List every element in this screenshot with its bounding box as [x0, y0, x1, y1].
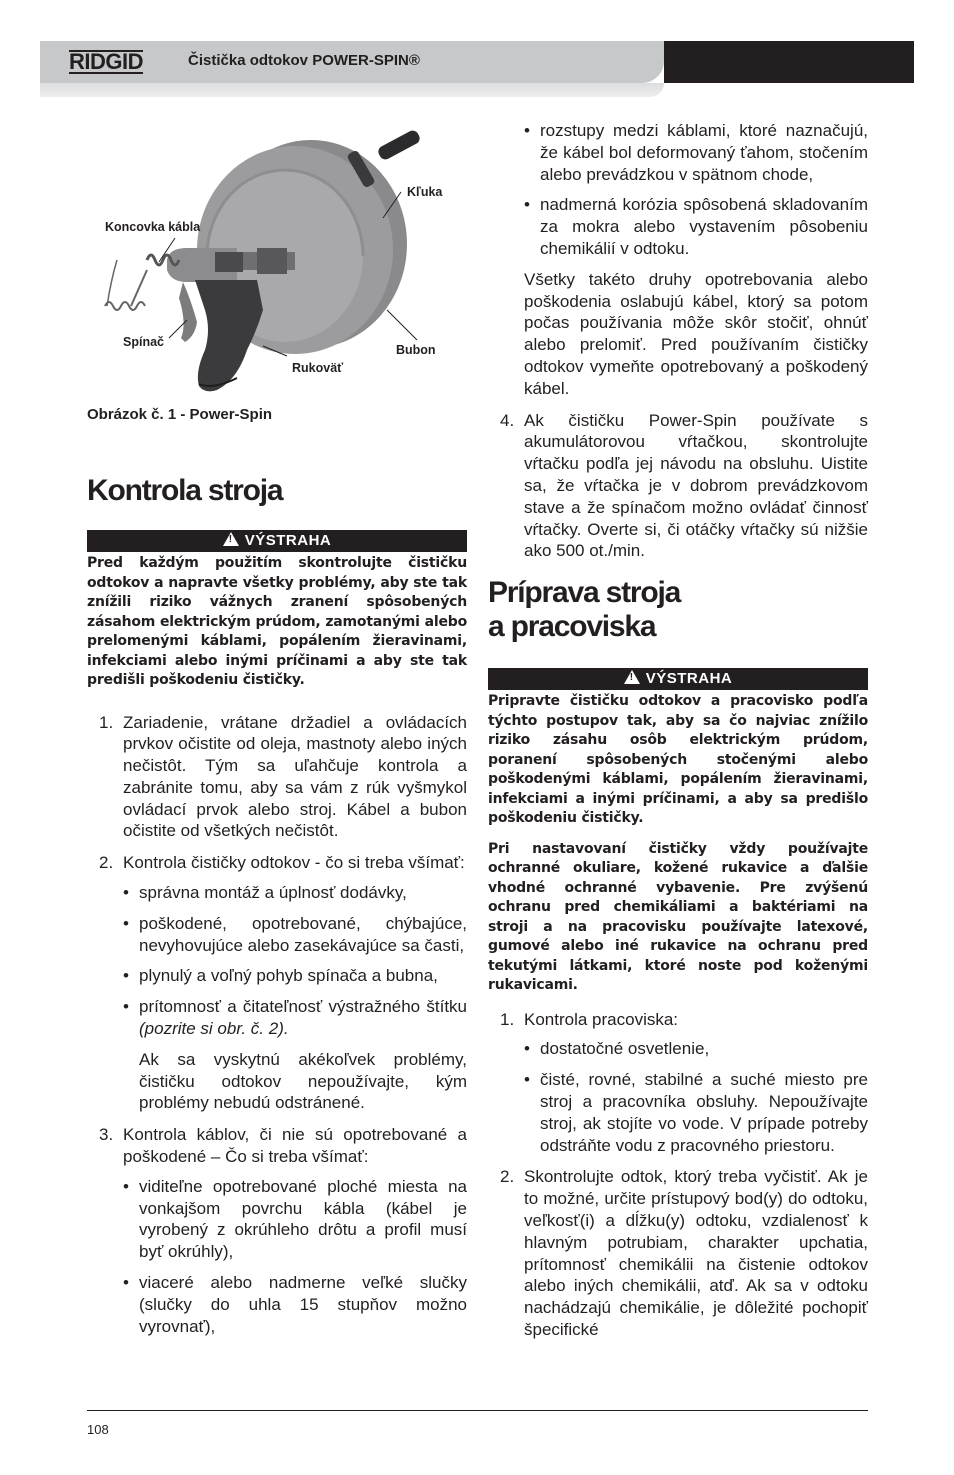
list-item: [488, 1166, 868, 1340]
bullet-item: • poškodené, opotrebované, chýbajúce, nevyhovujúce alebo zasekávajúce sa časti,: [123, 913, 467, 957]
header-shadow: [40, 83, 664, 97]
footer-rule: [87, 1410, 868, 1411]
item-number: 1.: [99, 712, 114, 732]
right-column: [488, 120, 868, 1351]
bullet-list-continued: [524, 120, 868, 260]
item-number: 4.: [500, 410, 515, 430]
label-trigger: Spínač: [123, 335, 164, 349]
inspection-list-continued: [488, 410, 868, 563]
bullet-text: prítomnosť a čitateľnosť výstražného štítku: [139, 997, 467, 1017]
item-number: 1.: [500, 1009, 515, 1029]
item-number: 3.: [99, 1125, 114, 1145]
item-number: 2.: [500, 1167, 515, 1187]
label-handle: Rukoväť: [292, 361, 344, 375]
header-black-band: [664, 41, 914, 83]
bullet-item: • rozstupy medzi káblami, ktoré naznačujú, že kábel bol deformovaný ťahom, stočením alebo prevádzkou v spätnom chode,: [524, 120, 868, 185]
page-header: [40, 41, 914, 83]
item-note: Ak sa vyskytnú akékoľvek problémy, čističku odtokov nepoužívajte, kým problémy nebudú odstránené.: [139, 1049, 467, 1113]
list-item: [488, 410, 868, 563]
label-drum: Bubon: [396, 343, 436, 357]
list-item: [488, 1009, 868, 1157]
section-title-line2: a pracoviska: [488, 610, 656, 644]
page-number: 108: [87, 1422, 109, 1437]
item-text: Zariadenie, vrátane držadiel a ovládacích prvkov očistite od oleja, mastnoty alebo iných nečistôt. Tým sa uľahčuje kontrola a zabránite tomu, aby sa vám z rúk vyšmykol ovládací prvok alebo stroj. Kábel a bubon očistite od všetkých nečistôt.: [123, 712, 467, 841]
item-text: Ak čističku Power-Spin používate s akumulátorovou vŕtačkou, skontrolujte vŕtačku podľa jej návodu na obsluhu. Uistite sa, že vŕtačka je v dobrom prevádzkovom stave a že spínačom možno ovládať činnosť vŕtačky. Overte si, či otáčky vŕtačky sú nižšie ako 500 ot./min.: [524, 410, 868, 561]
warning-box-1: [87, 530, 467, 691]
list-item: [87, 712, 467, 843]
warning-text: Pred každým použitím skontrolujte čističku odtokov a napravte všetky problémy, aby ste tak znížili riziko vážnych zranení spôsobených zásahom elektrickým prúdom, zamotanými alebo prelomenými káblami, popálením žieravinami, infekciami alebo inými príčinami a aby ste tak predišli poškodeniu čističky.: [87, 555, 467, 688]
bullet-item: • plynulý a voľný pohyb spínača a bubna,: [123, 965, 467, 987]
item-text: Skontrolujte odtok, ktorý treba vyčistiť. Ak je to možné, určite prístupový bod(y) do odtoku, veľkosť(i) a dĺžku(y) odtoku, vzdialenosť k hlavným potrubiam, charakter upchatia, prítomnosť chemikálii na čistenie odtokov alebo iných chemikálii, atď. Ak sa v odtoku nachádzajú chemikálie, je dôležité pochopiť špecifické: [524, 1167, 868, 1339]
paragraph-continued: Všetky takéto druhy opotrebovania alebo poškodenia oslabujú kábel, ktorý sa potom počas používania môže skôr stočiť, ohnúť alebo prelomiť. Pred používaním čističky odtokov vymeňte opotrebovaný a poškodený kábel.: [524, 269, 868, 398]
label-cable-tip: Koncovka kábla: [105, 220, 201, 234]
power-spin-figure: [87, 110, 467, 400]
bullet-item: • dostatočné osvetlenie,: [524, 1038, 868, 1060]
section-title-line1: Príprava stroja: [488, 576, 681, 610]
bullet-list: [524, 1038, 868, 1156]
warning-triangle-icon: [223, 532, 239, 546]
item-number: 2.: [99, 853, 114, 873]
bullet-item: • správna montáž a úplnosť dodávky,: [123, 882, 467, 904]
bullet-item: • čisté, rovné, stabilné a suché miesto pre stroj a pracovníka obsluhy. Nepoužívajte stroj, ak stojíte vo vode. V prípade potreby odstráňte vodu z pracovného priestoru.: [524, 1069, 868, 1156]
warning-text: Pri nastavovaní čističky vždy používajte ochranné okuliare, kožené rukavice a ďalšie vhodné ochranné vybavenie. Pre zvýšenú ochranu pred chemikáliami a baktériami na stroji a na pracovisku používajte latexové, gumové alebo iné rukavice na ochranu pred tekutými látkami, ktoré noste pod koženými rukavicami.: [488, 840, 868, 994]
bullet-item: • viditeľne opotrebované ploché miesta na vonkajšom povrchu kábla (kábel je vyrobený z okrúhleho drôtu a profil musí byť okrúhly),: [123, 1176, 467, 1263]
figure-caption: Obrázok č. 1 - Power-Spin: [87, 406, 273, 423]
item-text: Kontrola káblov, či nie sú opotrebované a poškodené – Čo si treba všímať:: [123, 1125, 467, 1167]
warning-label: VÝSTRAHA: [244, 532, 332, 549]
figure-reference: (pozrite si obr. č. 2).: [139, 1019, 289, 1039]
item-text: Kontrola čističky odtokov - čo si treba všímať:: [123, 853, 465, 873]
bullet-item: [123, 996, 467, 1040]
inspection-list: [87, 712, 467, 1338]
label-crank: Kľuka: [407, 185, 443, 199]
left-column: [87, 110, 467, 1347]
bullet-item: • viaceré alebo nadmerne veľké slučky (slučky do uhla 15 stupňov možno vyrovnať),: [123, 1272, 467, 1337]
section-title-machine-inspection: Kontrola stroja: [87, 474, 283, 507]
ridgid-logo: RIDGID: [69, 49, 143, 74]
bullet-list: [123, 1176, 467, 1338]
warning-label: VÝSTRAHA: [645, 670, 733, 688]
setup-list: [488, 1009, 868, 1341]
header-title: Čistička odtokov POWER-SPIN®: [188, 52, 420, 69]
list-item: [87, 852, 467, 1114]
bullet-item: • nadmerná korózia spôsobená skladovaním za mokra alebo vystavením pôsobeniu chemikálií v odtoku.: [524, 194, 868, 259]
list-item: [87, 1124, 467, 1337]
bullet-list: [123, 882, 467, 1040]
warning-text: Pripravte čističku odtokov a pracovisko podľa týchto postupov tak, aby sa čo najviac znížilo riziko zásahu osôb elektrickým prúdom, poranení spôsobených stočenými alebo poškodenými káblami, popálením žieravinami, infekciami a inými príčinami, a aby sa predišlo poškodeniu čističky.: [488, 693, 868, 827]
warning-header: [87, 530, 467, 552]
section-title-setup: [488, 576, 868, 644]
item-text: Kontrola pracoviska:: [524, 1009, 679, 1029]
warning-triangle-icon: [624, 670, 640, 684]
warning-header: [488, 668, 868, 690]
warning-box-2: [488, 668, 868, 996]
